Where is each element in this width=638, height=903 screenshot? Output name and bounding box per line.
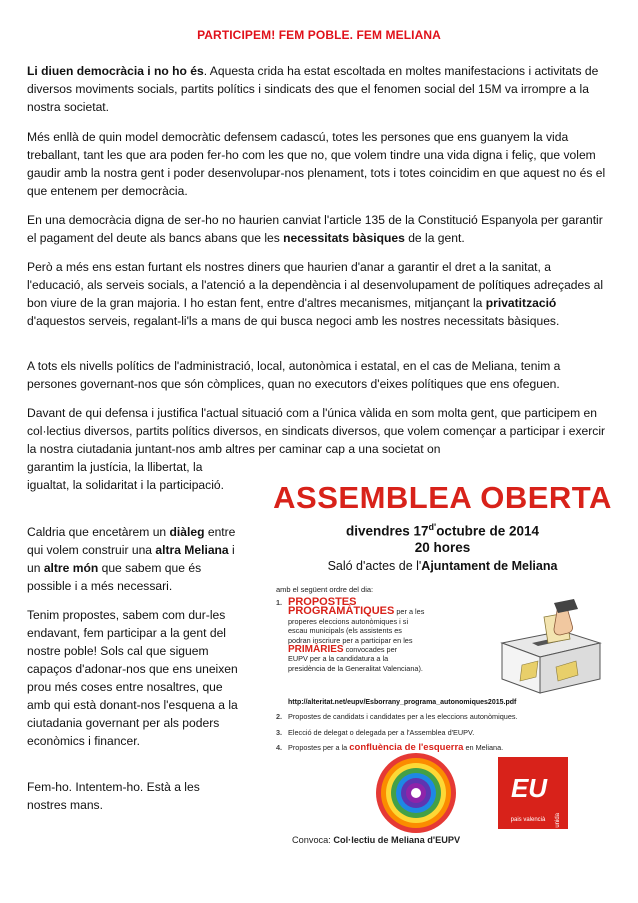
poster-link[interactable]: http://alteritat.net/eupv/Esborrany_programa_autonomiques2015.pdf <box>288 699 517 706</box>
poster-convener: Convoca: Col·lectiu de Meliana d'EUPV <box>292 835 461 845</box>
paragraph-8: Tenim propostes, sabem com dur-les endavant, fem participar a la gent del nostre poble! Sols cal que siguem capaços d'adonar-nos que ens uneixen prou més coses entre nosaltres, que amb qui està donant-nos l'esquena a la ciutadania governant per als poders econòmics i financer. <box>27 608 238 748</box>
poster-date: divendres $17^{d'}octubre$ de 2014 <box>346 522 539 539</box>
poster-hour: 20 hores <box>414 540 471 555</box>
eupv-logo-bottom-text: pais valencià <box>510 817 546 823</box>
poster-agenda-item-3: 3. Elecció de delegat o delegada per a l'Assemblea d'EUPV. <box>276 728 475 737</box>
paragraph-6-continued: garantim la justícia, la llibertat, la igualtat, la solidaritat i la participació. <box>27 460 224 492</box>
eupv-logo-letters: EU <box>510 773 548 803</box>
paragraph-4: Però a més ens estan furtant els nostres diners que haurien d'anar a garantir el dret a la sanitat, a l'educació, als serveis socials, a l'atenció a la dependència i al desenvolupament de polítiques adreçades al bon viure de la gran majoria. I ho estan fent, entre d'altres mecanismes, mitjançant la privatització d'aquestos serveis, regalant-li'ls a mans de qui busca negoci amb les nostres necessitats bàsiques. <box>27 260 604 328</box>
poster-agenda-item-1: 1. PROPOSTES PROGRAMÀTIQUES per a les properes eleccions autonòmiques i si escau municipals (els assistents es podran inscriure per a participar en les PRIMÀRIES convocades per EUPV per a la candidatura a la presidència de la Generalitat Valenciana). <box>276 596 425 673</box>
poster-place: Saló d'actes de l'Ajuntament de Meliana <box>327 559 558 573</box>
poster-agenda-intro: amb el següent ordre del dia: <box>276 585 374 594</box>
eupv-logo-shape <box>498 757 568 854</box>
assembly-poster <box>270 468 615 860</box>
eupv-logo-side-text: esquerra unida <box>555 813 561 854</box>
paragraph-1: Li diuen democràcia i no ho és. Aquesta crida ha estat escoltada en moltes manifestacions i activitats de diversos moviments socials, partits polítics i sindicats des que el fenomen social del 15M va irrompre a la nostra societat. <box>27 64 599 114</box>
paragraph-3: En una democràcia digna de ser-ho no haurien canviat l'article 135 de la Constitució Espanyola per garantir el pagament del deute als bancs abans que les necessitats bàsiques de la gent. <box>27 213 603 245</box>
paragraph-9: Fem-ho. Intentem-ho. Està a les nostres mans. <box>27 780 200 812</box>
ballot-box-icon <box>492 603 608 695</box>
paragraph-5: A tots els nivells polítics de l'administració, local, autonòmica i estatal, en el cas de Meliana, tenim a persones governant-nos que són còmplices, quan no executors d'eixes polítiques que ens ofeguen. <box>27 359 561 391</box>
paragraph-6: Davant de qui defensa i justifica l'actual situació com a l'única vàlida en som molta gent, que participem en col·lectius diversos, partits polítics diversos, en sindicats diversos, que volem començar a participar i exercir la nostra ciutadania juntant-nos amb altres per caminar cap a una societat on <box>27 406 606 456</box>
eupv-logo <box>498 757 568 854</box>
poster-agenda-item-2: 2. Propostes de candidats i candidates per a les eleccions autonòmiques. <box>276 712 518 721</box>
rainbow-circle-logo <box>374 751 458 835</box>
document-title: PARTICIPEM! FEM POBLE. FEM MELIANA <box>197 28 441 42</box>
paragraph-1-bold: Li diuen democràcia i no ho és <box>27 64 204 78</box>
poster-title: ASSEMBLEA OBERTA <box>273 480 612 515</box>
poster-agenda-item-4: 4. Propostes per a la confluència de l'esquerra en Meliana. <box>276 742 504 753</box>
paragraph-2: Més enllà de quin model democràtic defensem cadascú, totes les persones que ens guanyem la vida treballant, tant les que ara poden fer-ho com les que no, que volem tindre una vida digna i feliç, que volem gaudir amb la nostra gent i poder desenvolupar-nos plenament, tots i totes coincidim en que aquest no és el que entenem per democràcia. <box>27 130 606 198</box>
paragraph-7: Caldria que encetàrem un diàleg entre qui volem construir una altra Meliana i un altre món que sabem que és possible i a més necessari. <box>27 525 236 593</box>
